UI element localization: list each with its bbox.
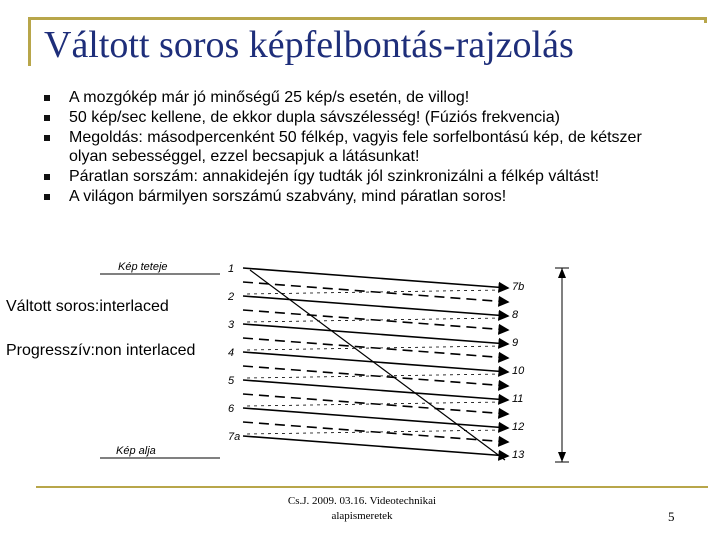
left-line-number: 3 xyxy=(228,319,235,331)
height-dimension-arrow-bottom xyxy=(558,452,566,462)
bullet-square-icon xyxy=(44,135,50,141)
right-line-number: 10 xyxy=(512,365,525,377)
bullet-item: 50 kép/sec kellene, de ekkor dupla sávszélesség! (Fúziós frekvencia) xyxy=(44,108,684,127)
scan-lines xyxy=(243,268,508,456)
right-line-number: 12 xyxy=(512,421,525,433)
left-line-number: 5 xyxy=(228,375,235,387)
height-dimension-arrow-top xyxy=(558,268,566,278)
right-line-number: 13 xyxy=(512,449,525,461)
footer-rule xyxy=(36,486,708,488)
slide-frame-right xyxy=(704,17,707,23)
left-line-number: 6 xyxy=(228,403,235,415)
retrace-line xyxy=(247,290,502,294)
left-line-number: 2 xyxy=(228,291,235,303)
footer-text xyxy=(262,494,462,524)
bullet-square-icon xyxy=(44,95,50,101)
bullet-list xyxy=(44,88,684,207)
bullet-item: A világon bármilyen sorszámú szabvány, mind páratlan soros! xyxy=(44,187,684,206)
page-number: 5 xyxy=(668,509,675,524)
retrace-line xyxy=(247,402,502,406)
bullet-item: A mozgókép már jó minőségű 25 kép/s esetén, de villog! xyxy=(44,88,684,107)
retrace-line xyxy=(247,346,502,350)
retrace-line xyxy=(247,374,502,378)
retrace-line xyxy=(247,430,502,434)
interlaced-label: Váltott soros:interlaced xyxy=(0,297,172,317)
slide-frame-top xyxy=(28,17,707,20)
slide-frame-left xyxy=(28,17,31,66)
right-line-number: 7b xyxy=(512,281,525,293)
bullet-square-icon xyxy=(44,194,50,200)
left-line-number: 1 xyxy=(228,263,235,275)
diagram-bottom-label: Kép alja xyxy=(116,445,156,457)
right-line-number: 8 xyxy=(512,309,519,321)
bullet-item: Páratlan sorszám: annakidején így tudták jól szinkronizálni a félkép váltást! xyxy=(44,167,684,186)
retrace-line xyxy=(247,318,502,322)
left-line-number: 7a xyxy=(228,431,241,443)
bullet-square-icon xyxy=(44,174,50,180)
bullet-item: Megoldás: másodpercenként 50 félkép, vagyis fele sorfelbontású kép, de kétszer olyan sebességgel, ezzel becsapjuk a látásunkat! xyxy=(44,128,684,166)
right-line-number: 11 xyxy=(512,393,524,405)
bullet-square-icon xyxy=(44,115,50,121)
footer-line-2: alapismeretek xyxy=(331,510,393,522)
slide-title: Váltott soros képfelbontás-rajzolás xyxy=(44,24,574,66)
right-line-number: 9 xyxy=(512,337,519,349)
progressive-label: Progresszív:non interlaced xyxy=(0,341,198,361)
footer-line-1: Cs.J. 2009. 03.16. Videotechnikai xyxy=(287,495,437,507)
left-line-number: 4 xyxy=(228,347,235,359)
diagram-top-label: Kép teteje xyxy=(118,261,168,273)
